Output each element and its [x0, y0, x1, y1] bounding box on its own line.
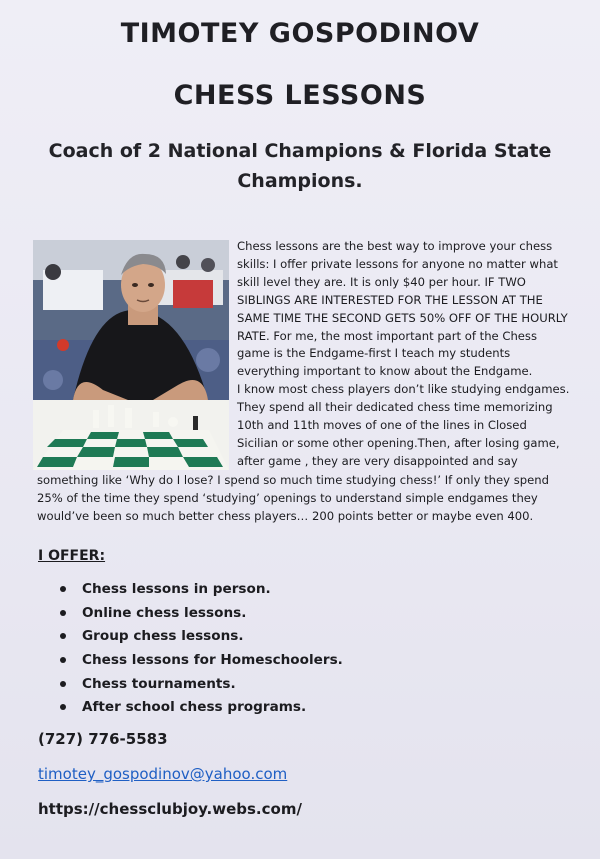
paragraph-line: SIBLINGS ARE INTERESTED FOR THE LESSON AT THE	[237, 292, 543, 307]
list-item	[58, 650, 343, 674]
paragraph-line: Sicilian or some other opening.Then, after losing game,	[237, 435, 560, 450]
bullet-icon	[60, 657, 66, 663]
list-item	[58, 674, 343, 698]
offer-item-label: Group chess lessons.	[82, 628, 244, 645]
paragraph-line: I know most chess players don’t like studying endgames.	[237, 382, 570, 397]
paragraph-line: 25% of the time they spend ‘studying’ openings to understand simple endgames they	[37, 490, 538, 505]
paragraph-line: SAME TIME THE SECOND GETS 50% OFF OF THE HOURLY	[237, 310, 568, 325]
paragraph-line: something like ‘Why do I lose? I spend so much time studying chess!’ If only they spend	[37, 473, 549, 487]
paragraph-line: Chess lessons are the best way to improve your chess	[237, 239, 553, 253]
offer-list	[58, 579, 343, 721]
coach-name-title: TIMOTEY GOSPODINOV	[120, 18, 480, 49]
offer-item-label: Chess tournaments.	[82, 675, 236, 692]
bullet-icon	[60, 633, 66, 639]
list-item	[58, 626, 343, 650]
bullet-icon	[60, 610, 66, 616]
list-item	[58, 697, 343, 721]
email-link[interactable]: timotey_gospodinov@yahoo.com	[38, 765, 288, 783]
paragraph-line: They spend all their dedicated chess time memorizing	[237, 400, 553, 415]
coach-photo-icon	[33, 240, 229, 470]
subtitle: Coach of 2 National Champions & Florida State Champions.	[48, 140, 552, 192]
paragraph-line: would’ve been so much better chess players… 200 points better or maybe even 400.	[37, 508, 534, 523]
paragraph-line: 10th and 11th moves of one of the lines in Closed	[237, 418, 527, 433]
continuation-paragraph	[37, 472, 567, 526]
paragraph-line: after game , they are very disappointed and say	[237, 453, 518, 468]
list-item	[58, 603, 343, 627]
offer-item-label: After school chess programs.	[82, 699, 307, 716]
lessons-title: CHESS LESSONS	[173, 80, 427, 111]
offer-item-label: Chess lessons in person.	[82, 581, 271, 597]
intro-paragraph	[237, 238, 570, 471]
paragraph-line: everything important to know about the Endgame.	[237, 364, 533, 379]
paragraph-line: skills: I offer private lessons for anyone no matter what	[237, 256, 558, 271]
bullet-icon	[60, 681, 66, 687]
paragraph-line: skill level they are. It is only $40 per hour. IF TWO	[237, 274, 526, 289]
paragraph-line: RATE. For me, the most important part of the Chess	[237, 328, 538, 343]
list-item	[58, 579, 343, 603]
coach-photo	[33, 240, 229, 470]
offer-item-label: Online chess lessons.	[82, 604, 247, 621]
paragraph-line: game is the Endgame-first I teach my students	[237, 346, 511, 361]
bullet-icon	[60, 586, 66, 592]
offer-item-label: Chess lessons for Homeschoolers.	[82, 652, 343, 669]
phone-number[interactable]: (727) 776-5583	[38, 730, 168, 748]
offer-heading: I OFFER:	[38, 548, 106, 564]
website-url[interactable]: https://chessclubjoy.webs.com/	[38, 800, 302, 818]
bullet-icon	[60, 704, 66, 710]
